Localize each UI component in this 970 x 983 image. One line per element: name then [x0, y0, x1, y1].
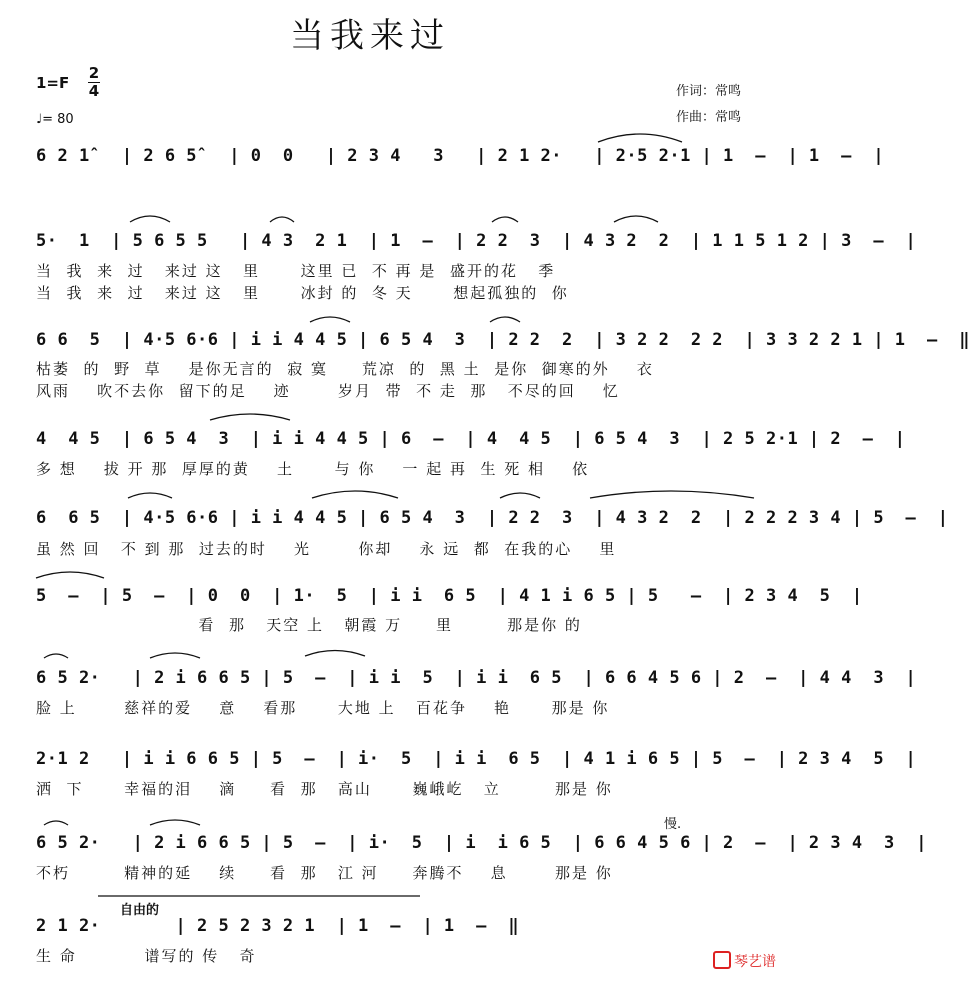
lyric-row-2-verse-1: 当 我 来 过 来过 这 里 这里 已 不 再 是 盛开的花 季 [36, 262, 556, 280]
notation-row-2: 5· 1 | 5 6 5 5 | 4 3 2 1 | 1 – | 2 2 3 | 4 3 2 2 | 1 1 5 1 2 | 3 – | [36, 231, 917, 251]
notation-row-10: 2 1 2· | 2 5 2 3 2 1 | 1 – | 1 – ‖ [36, 916, 520, 936]
lyric-row-9: 不朽 精神的延 续 看 那 江 河 奔腾不 息 那是 你 [36, 864, 613, 882]
lyric-row-3-verse-1: 枯萎 的 野 草 是你无言的 寂 寞 荒凉 的 黑 土 是你 御寒的外 衣 [36, 360, 654, 378]
notation-row-7: 6 5 2· | 2 i 6 6 5 | 5 – | i i 5 | i i 6 5 | 6 6 4 5 6 | 2 – | 4 4 3 | [36, 668, 917, 688]
notation-row-3: 6 6 5 | 4·5 6·6 | i i 4 4 5 | 6 5 4 3 | 2 2 2 | 3 2 2 2 2 | 3 3 2 2 1 | 1 – ‖ [36, 330, 970, 350]
time-signature [88, 66, 100, 99]
notation-row-9: 6 5 2· | 2 i 6 6 5 | 5 – | i· 5 | i i 6 5 | 6 6 4 5 6 | 2 – | 2 3 4 3 | [36, 833, 927, 853]
lyric-row-2-verse-2: 当 我 来 过 来过 这 里 冰封 的 冬 天 想起孤独的 你 [36, 284, 569, 302]
watermark-logo-icon [713, 951, 731, 969]
lyric-row-3-verse-2: 风雨 吹不去你 留下的足 迹 岁月 带 不 走 那 不尽的回 忆 [36, 382, 620, 400]
notation-row-4: 4 4 5 | 6 5 4 3 | i i 4 4 5 | 6 – | 4 4 5 | 6 5 4 3 | 2 5 2·1 | 2 – | [36, 429, 906, 449]
notation-row-6: 5 – | 5 – | 0 0 | 1· 5 | i i 6 5 | 4 1 i 6 5 | 5 – | 2 3 4 5 | [36, 586, 863, 606]
site-watermark [713, 951, 776, 971]
lyric-row-7: 脸 上 慈祥的爱 意 看那 大地 上 百花争 艳 那是 你 [36, 699, 610, 717]
watermark-text: 琴艺谱 [734, 954, 776, 970]
tempo-mark: ♩= 80 [36, 112, 74, 127]
notation-row-1: 6 2 1̂ | 2 6 5̂ | 0 0 | 2 3 4 3 | 2 1 2· | 2·5 2·1 | 1 – | 1 – | [36, 146, 885, 166]
free-time-mark: 自由的 [120, 903, 160, 918]
small-mark: 慢. [664, 817, 682, 832]
lyric-row-10: 生 命 谱写的 传 奇 [36, 947, 257, 965]
lyric-row-5: 虽 然 回 不 到 那 过去的时 光 你却 永 远 都 在我的心 里 [36, 540, 617, 558]
song-title: 当我来过 [290, 16, 450, 56]
lyric-row-6: 看 那 天空 上 朝霞 万 里 那是你 的 [36, 616, 582, 634]
composer-credit: 作曲：常鸣 [676, 110, 742, 125]
lyricist-credit: 作词：常鸣 [676, 84, 742, 99]
notation-row-5: 6 6 5 | 4·5 6·6 | i i 4 4 5 | 6 5 4 3 | 2 2 3 | 4 3 2 2 | 2 2 2 3 4 | 5 – | [36, 508, 949, 528]
notation-row-8: 2·1 2 | i i 6 6 5 | 5 – | i· 5 | i i 6 5 | 4 1 i 6 5 | 5 – | 2 3 4 5 | [36, 749, 917, 769]
lyric-row-4: 多 想 拔 开 那 厚厚的黄 土 与 你 一 起 再 生 死 相 依 [36, 460, 590, 478]
time-signature-bottom: 4 [88, 82, 100, 100]
key-signature: 1=F [36, 74, 70, 92]
time-signature-top: 2 [88, 64, 100, 82]
lyric-row-8: 洒 下 幸福的泪 滴 看 那 高山 巍峨屹 立 那是 你 [36, 780, 613, 798]
